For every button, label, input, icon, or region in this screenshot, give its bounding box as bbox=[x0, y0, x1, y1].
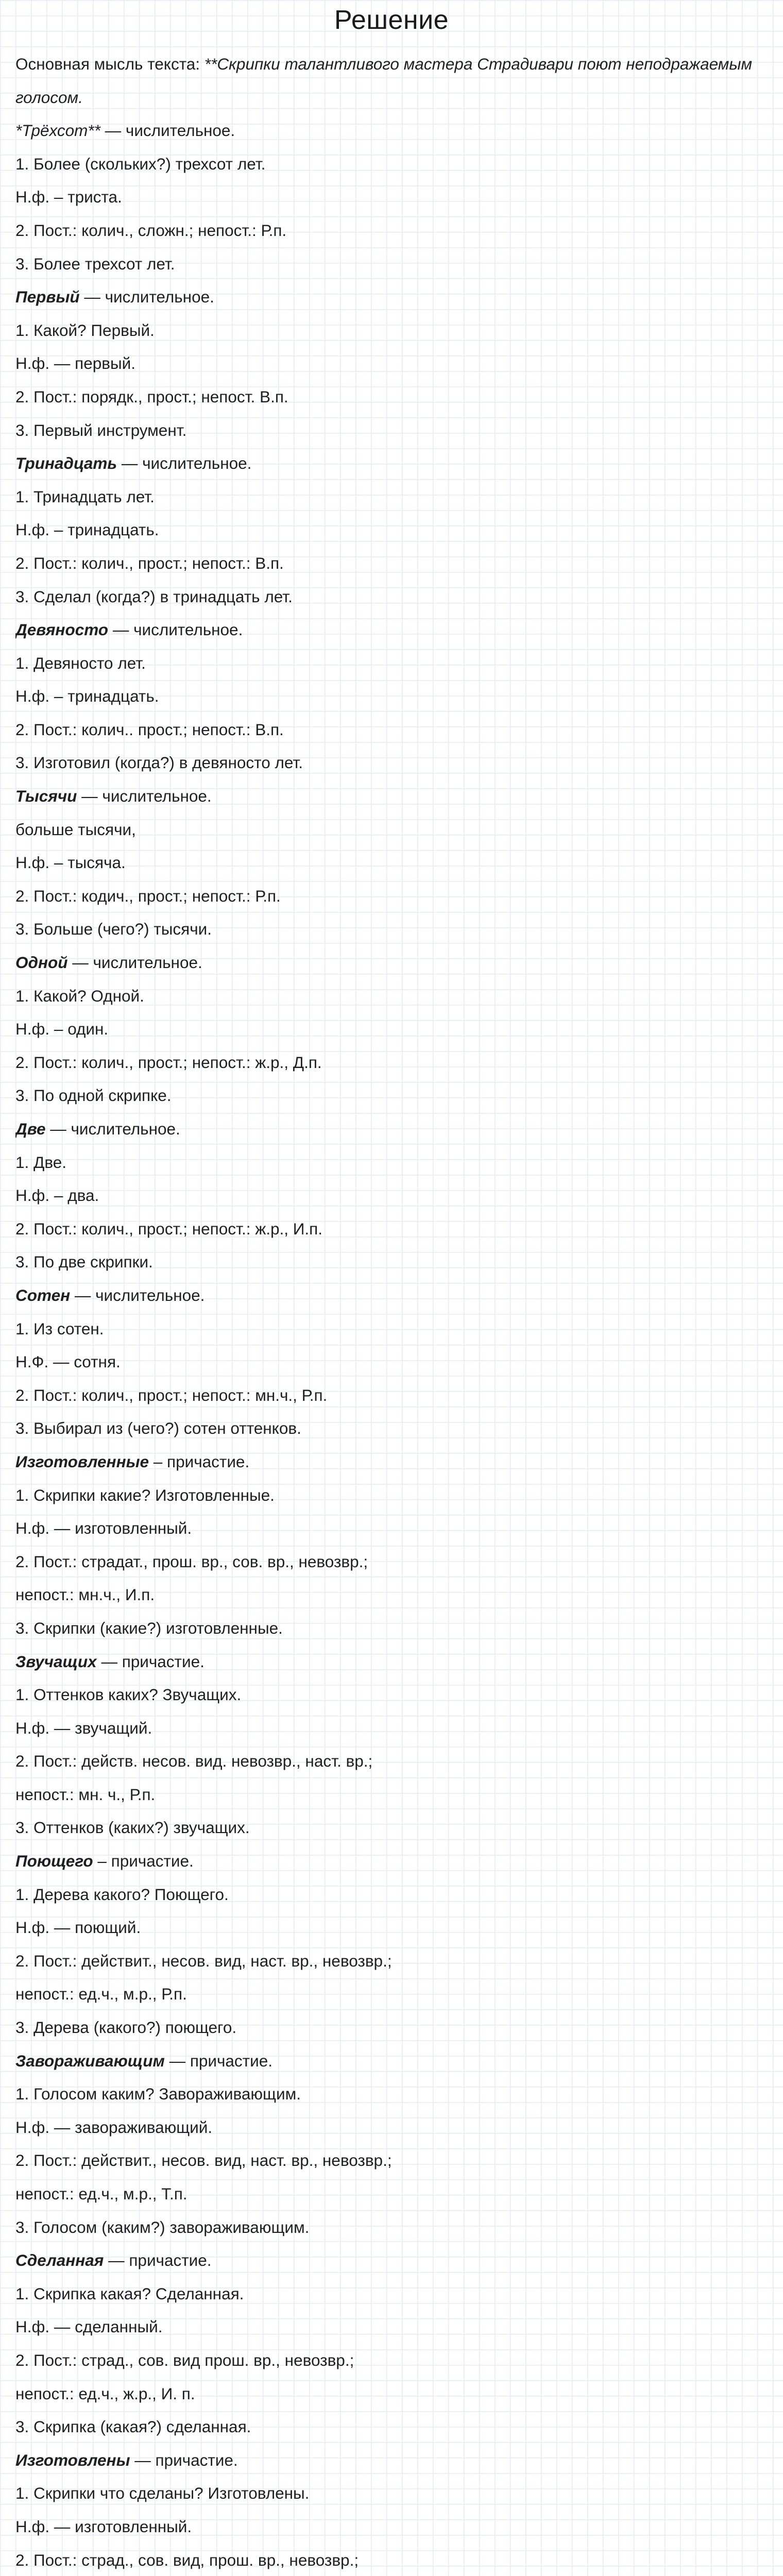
text-segment: 2. Пост.: действ. несов. вид. невозвр., наст. вр.; bbox=[15, 1752, 373, 1771]
text-line bbox=[15, 1012, 768, 1046]
text-segment: Н.ф. — завораживающий. bbox=[15, 2117, 213, 2137]
text-segment: 2. Пост.: действит., несов. вид, наст. вр., невозвр.; bbox=[15, 2151, 392, 2170]
text-segment: 3. Голосом (каким?) завораживающим. bbox=[15, 2217, 310, 2236]
term-word: Тысячи bbox=[15, 787, 77, 806]
text-segment: Н.ф. – два. bbox=[15, 1186, 99, 1205]
text-segment: — причастие. bbox=[130, 2450, 238, 2469]
text-line bbox=[15, 1844, 768, 1878]
text-line bbox=[15, 1578, 768, 1612]
text-segment: — числительное. bbox=[79, 287, 214, 307]
text-segment: — числительное. bbox=[45, 1120, 180, 1138]
text-segment: — числительное. bbox=[77, 787, 212, 806]
text-segment: непост.: мн.ч., И.п. bbox=[15, 1585, 155, 1604]
text-line bbox=[15, 247, 768, 281]
text-line bbox=[15, 1445, 768, 1479]
text-line bbox=[15, 813, 768, 846]
text-line bbox=[15, 1179, 768, 1212]
text-line bbox=[15, 2011, 768, 2044]
text-line bbox=[15, 946, 768, 979]
text-line bbox=[15, 2410, 768, 2444]
text-segment: 1. Оттенков каких? Звучащих. bbox=[15, 1685, 242, 1704]
text-line bbox=[15, 979, 768, 1013]
text-line bbox=[15, 2544, 768, 2576]
text-line bbox=[15, 1479, 768, 1512]
text-segment: 2. Пост.: колич., прост.; непост.: ж.р., Д.п. bbox=[15, 1053, 322, 1072]
text-segment: 2. Пост.: колич., прост.; непост.: мн.ч., Р.п. bbox=[15, 1385, 328, 1404]
text-line bbox=[15, 314, 768, 347]
text-segment: 2. Пост.: порядк., прост.; непост. В.п. bbox=[15, 387, 288, 406]
text-line bbox=[15, 547, 768, 580]
text-segment: Н.Ф. — сотня. bbox=[15, 1352, 121, 1371]
text-line bbox=[15, 447, 768, 480]
text-segment: 1. Скрипки какие? Изготовленные. bbox=[15, 1485, 275, 1504]
text-segment: 3. Первый инструмент. bbox=[15, 420, 187, 439]
text-line bbox=[15, 2444, 768, 2477]
text-segment: Н.ф. — изготовленный. bbox=[15, 2517, 192, 2536]
text-line bbox=[15, 2211, 768, 2244]
text-line bbox=[15, 680, 768, 713]
text-segment: 1. Две. bbox=[15, 1153, 67, 1172]
text-segment: — причастие. bbox=[104, 2251, 212, 2270]
text-segment: больше тысячи, bbox=[15, 820, 136, 839]
text-segment: – причастие. bbox=[149, 1452, 250, 1471]
text-line bbox=[15, 513, 768, 547]
text-line bbox=[15, 1512, 768, 1545]
text-segment: Н.ф. – тысяча. bbox=[15, 853, 126, 872]
term-word: Изготовленные bbox=[15, 1452, 149, 1471]
text-line bbox=[15, 1878, 768, 1911]
text-segment: 2. Пост.: страдат., прош. вр., сов. вр., невозвр.; bbox=[15, 1552, 368, 1571]
text-segment: 3. Выбирал из (чего?) сотен оттенков. bbox=[15, 1419, 301, 1438]
text-line bbox=[15, 1811, 768, 1844]
text-segment: 1. Скрипка какая? Сделанная. bbox=[15, 2284, 244, 2303]
term-word: Звучащих bbox=[15, 1652, 97, 1671]
text-line bbox=[15, 1112, 768, 1146]
text-segment: — причастие. bbox=[164, 2051, 273, 2070]
text-line bbox=[15, 147, 768, 181]
text-segment: 1. Какой? Одной. bbox=[15, 986, 144, 1005]
text-segment: — числительное. bbox=[70, 1285, 205, 1304]
text-line bbox=[15, 879, 768, 913]
text-line bbox=[15, 114, 768, 147]
term-word: Одной bbox=[15, 953, 68, 972]
text-segment: 3. Скрипка (какая?) сделанная. bbox=[15, 2417, 251, 2436]
text-line bbox=[15, 1279, 768, 1312]
text-segment: 1. Какой? Первый. bbox=[15, 320, 155, 340]
term-word: Сотен bbox=[15, 1285, 71, 1304]
text-line bbox=[15, 2144, 768, 2177]
text-segment: Основная мысль текста: bbox=[15, 55, 205, 73]
text-segment: Н.ф. — звучащий. bbox=[15, 1718, 152, 1737]
text-segment: Н.ф. — сделанный. bbox=[15, 2317, 163, 2336]
term-word: Сделанная bbox=[15, 2251, 104, 2270]
text-line bbox=[15, 2244, 768, 2277]
text-line bbox=[15, 1612, 768, 1645]
text-line bbox=[15, 2177, 768, 2211]
text-segment: 3. Изготовил (когда?) в девяносто лет. bbox=[15, 753, 303, 772]
term-word: Две bbox=[15, 1120, 46, 1138]
text-line bbox=[15, 2310, 768, 2344]
text-segment: 2. Пост.: колич., прост.; непост.: В.п. bbox=[15, 553, 284, 572]
text-line bbox=[15, 613, 768, 647]
text-segment: 3. Скрипки (какие?) изготовленные. bbox=[15, 1618, 283, 1637]
text-segment: 1. Дерева какого? Поющего. bbox=[15, 1885, 229, 1904]
text-line bbox=[15, 47, 768, 81]
text-segment: непост.: ед.ч., м.р., Т.п. bbox=[15, 2184, 188, 2203]
text-line bbox=[15, 2077, 768, 2111]
text-segment: 1. Из сотен. bbox=[15, 1319, 104, 1338]
text-line bbox=[15, 180, 768, 214]
text-line bbox=[15, 647, 768, 680]
text-line bbox=[15, 2477, 768, 2510]
text-segment: 1. Голосом каким? Завораживающим. bbox=[15, 2084, 301, 2104]
italic-text: голосом. bbox=[15, 88, 83, 107]
text-segment: непост.: мн. ч., Р.п. bbox=[15, 1785, 156, 1804]
italic-text: *Трёхсот** bbox=[15, 121, 105, 140]
term-word: Изготовлены bbox=[15, 2450, 130, 2469]
text-line bbox=[15, 2044, 768, 2078]
text-line bbox=[15, 1977, 768, 2011]
text-line bbox=[15, 1212, 768, 1246]
text-line bbox=[15, 414, 768, 447]
text-segment: Н.ф. – триста. bbox=[15, 188, 122, 207]
term-word: Первый bbox=[15, 287, 80, 307]
text-segment: 3. Дерева (какого?) поющего. bbox=[15, 2018, 237, 2037]
text-line bbox=[15, 1046, 768, 1079]
text-line bbox=[15, 779, 768, 813]
term-word: Поющего bbox=[15, 1852, 93, 1871]
text-segment: Н.ф. – тринадцать. bbox=[15, 687, 159, 706]
text-line bbox=[15, 1079, 768, 1112]
text-segment: 2. Пост.: колич., прост.; непост.: ж.р., И.п. bbox=[15, 1219, 322, 1238]
italic-text: **Скрипки талантливого мастера Страдивари поют неподражаемым bbox=[204, 55, 753, 73]
text-segment: 1. Скрипки что сделаны? Изготовлены. bbox=[15, 2484, 310, 2503]
text-segment: 2. Пост.: страд., сов. вид прош. вр., невозвр.; bbox=[15, 2350, 354, 2369]
text-line bbox=[15, 1379, 768, 1412]
solution-text bbox=[15, 47, 768, 2576]
text-segment: Н.ф. — поющий. bbox=[15, 1918, 141, 1937]
text-line bbox=[15, 1545, 768, 1579]
text-line bbox=[15, 81, 768, 114]
text-segment: 3. По одной скрипке. bbox=[15, 1086, 172, 1105]
text-segment: — числительное. bbox=[117, 454, 252, 473]
text-line bbox=[15, 214, 768, 247]
text-line bbox=[15, 1412, 768, 1445]
text-line bbox=[15, 1645, 768, 1679]
text-line bbox=[15, 1778, 768, 1811]
text-segment: – причастие. bbox=[93, 1852, 194, 1871]
page-title: Решение bbox=[334, 5, 449, 35]
text-line bbox=[15, 380, 768, 414]
text-segment: 1. Более (скольких?) трехсот лет. bbox=[15, 154, 266, 173]
text-segment: 2. Пост.: страд., сов. вид, прош. вр., невозвр.; bbox=[15, 2550, 359, 2569]
term-word: Девяносто bbox=[15, 620, 109, 639]
solution-page bbox=[0, 2, 783, 2576]
text-line bbox=[15, 1944, 768, 1978]
text-segment: непост.: ед.ч., м.р., Р.п. bbox=[15, 1985, 187, 2004]
text-line bbox=[15, 480, 768, 514]
text-line bbox=[15, 1146, 768, 1179]
text-line bbox=[15, 580, 768, 614]
text-segment: 1. Девяносто лет. bbox=[15, 653, 146, 672]
text-segment: Н.ф. — первый. bbox=[15, 354, 135, 373]
text-segment: 3. Более трехсот лет. bbox=[15, 254, 175, 273]
text-segment: 2. Пост.: колич., сложн.; непост.: Р.п. bbox=[15, 221, 287, 240]
term-word: Завораживающим bbox=[15, 2051, 165, 2070]
text-segment: — числительное. bbox=[67, 953, 202, 972]
text-segment: 2. Пост.: кодич., прост.; непост.: Р.п. bbox=[15, 886, 281, 905]
text-line bbox=[15, 1245, 768, 1279]
text-segment: 1. Тринадцать лет. bbox=[15, 487, 155, 506]
text-segment: непост.: ед.ч., ж.р., И. п. bbox=[15, 2384, 195, 2403]
text-segment: 3. Сделал (когда?) в тринадцать лет. bbox=[15, 587, 293, 606]
text-line bbox=[15, 1911, 768, 1944]
text-line bbox=[15, 1744, 768, 1778]
text-segment: — числительное. bbox=[108, 620, 243, 639]
text-segment: Н.ф. – один. bbox=[15, 1020, 109, 1039]
text-line bbox=[15, 2344, 768, 2377]
text-segment: 3. Больше (чего?) тысячи. bbox=[15, 920, 212, 939]
text-line bbox=[15, 746, 768, 779]
text-line bbox=[15, 1711, 768, 1745]
text-line bbox=[15, 2111, 768, 2144]
text-segment: 3. Оттенков (каких?) звучащих. bbox=[15, 1818, 250, 1837]
text-segment: — числительное. bbox=[105, 121, 235, 140]
text-line bbox=[15, 2510, 768, 2544]
text-segment: Н.ф. — изготовленный. bbox=[15, 1519, 192, 1538]
text-line bbox=[15, 1345, 768, 1379]
text-segment: 2. Пост.: колич.. прост.; непост.: В.п. bbox=[15, 720, 284, 739]
text-line bbox=[15, 713, 768, 747]
text-line bbox=[15, 1312, 768, 1346]
text-line bbox=[15, 2377, 768, 2411]
text-segment: 3. По две скрипки. bbox=[15, 1252, 153, 1272]
text-line bbox=[15, 912, 768, 946]
text-line bbox=[15, 2277, 768, 2311]
text-line bbox=[15, 1678, 768, 1711]
text-line bbox=[15, 280, 768, 314]
text-line bbox=[15, 846, 768, 879]
term-word: Тринадцать bbox=[15, 454, 117, 473]
text-segment: 2. Пост.: действит., несов. вид, наст. вр., невозвр.; bbox=[15, 1951, 392, 1970]
text-segment: — причастие. bbox=[96, 1652, 205, 1671]
text-segment: Н.ф. – тринадцать. bbox=[15, 520, 159, 539]
text-line bbox=[15, 347, 768, 380]
